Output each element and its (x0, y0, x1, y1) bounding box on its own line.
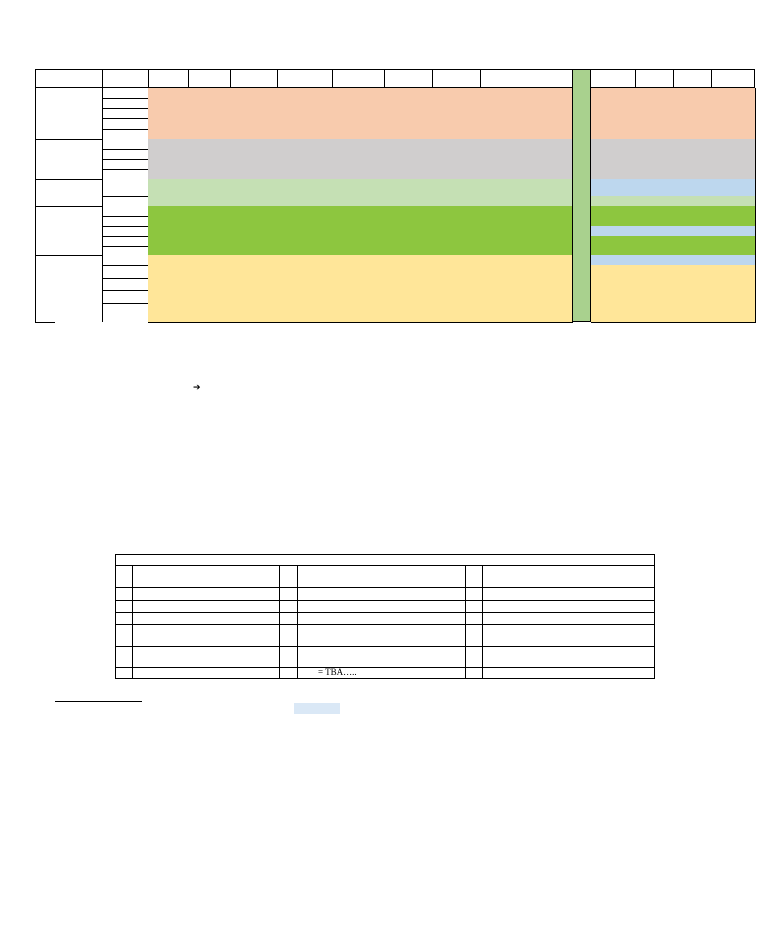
schedule-block (230, 265, 434, 279)
header-divider (188, 69, 189, 88)
schedule-block (591, 303, 756, 323)
header-divider (432, 69, 433, 88)
schedule-header-row (35, 69, 755, 88)
row-line (102, 169, 148, 170)
row-line (102, 303, 148, 304)
group-separator (35, 206, 103, 207)
row-line (102, 236, 148, 237)
header-divider (230, 69, 231, 88)
group-column-border (102, 88, 103, 322)
schedule-block (148, 179, 334, 197)
row-line (102, 129, 148, 130)
header-divider (635, 69, 636, 88)
row-line (102, 98, 148, 99)
row-line (102, 290, 148, 291)
schedule-block (591, 179, 756, 197)
header-divider (711, 69, 712, 88)
footnote-separator (55, 701, 142, 702)
bottom-edge-left (35, 322, 55, 323)
legend-divider (465, 565, 466, 679)
highlight-swatch (294, 703, 340, 714)
break-column (572, 69, 591, 322)
row-line (102, 226, 148, 227)
group-separator (35, 255, 103, 256)
header-divider (384, 69, 385, 88)
schedule-block (433, 265, 573, 279)
schedule-block (148, 265, 189, 279)
legend-divider (279, 565, 280, 679)
row-line (102, 246, 148, 247)
legend-row-line (115, 624, 655, 625)
legend-row-line (115, 646, 655, 647)
schedule-block (148, 303, 385, 323)
row-line (102, 278, 148, 279)
tba-note: = TBA….. (318, 667, 357, 677)
row-line (102, 108, 148, 109)
schedule-block (432, 303, 573, 323)
schedule-block (480, 179, 573, 197)
row-line (102, 265, 148, 266)
group-column-border (35, 88, 36, 322)
row-line (102, 159, 148, 160)
schedule-block (188, 265, 231, 279)
schedule-block (591, 290, 756, 304)
schedule-block (635, 265, 756, 279)
schedule-block (333, 179, 481, 197)
row-line (102, 216, 148, 217)
header-divider (277, 69, 278, 88)
group-separator (35, 139, 103, 140)
header-divider (332, 69, 333, 88)
row-line (102, 118, 148, 119)
schedule-block (591, 265, 636, 279)
legend-row-line (115, 587, 655, 588)
group-separator (35, 179, 103, 180)
row-line (102, 149, 148, 150)
schedule-block (384, 303, 433, 323)
schedule-block (148, 290, 279, 304)
header-divider (102, 69, 103, 88)
arrow-icon: ➔ (193, 383, 201, 393)
legend-title-line (115, 565, 655, 566)
header-divider (480, 69, 481, 88)
legend-divider (297, 565, 298, 679)
legend-row-line (115, 667, 655, 668)
schedule-block (278, 290, 573, 304)
legend-row-line (115, 600, 655, 601)
legend-table-frame (115, 554, 655, 679)
row-line (102, 196, 148, 197)
header-divider (673, 69, 674, 88)
legend-divider (132, 565, 133, 679)
header-divider (148, 69, 149, 88)
legend-divider (482, 565, 483, 679)
legend-row-line (115, 612, 655, 613)
